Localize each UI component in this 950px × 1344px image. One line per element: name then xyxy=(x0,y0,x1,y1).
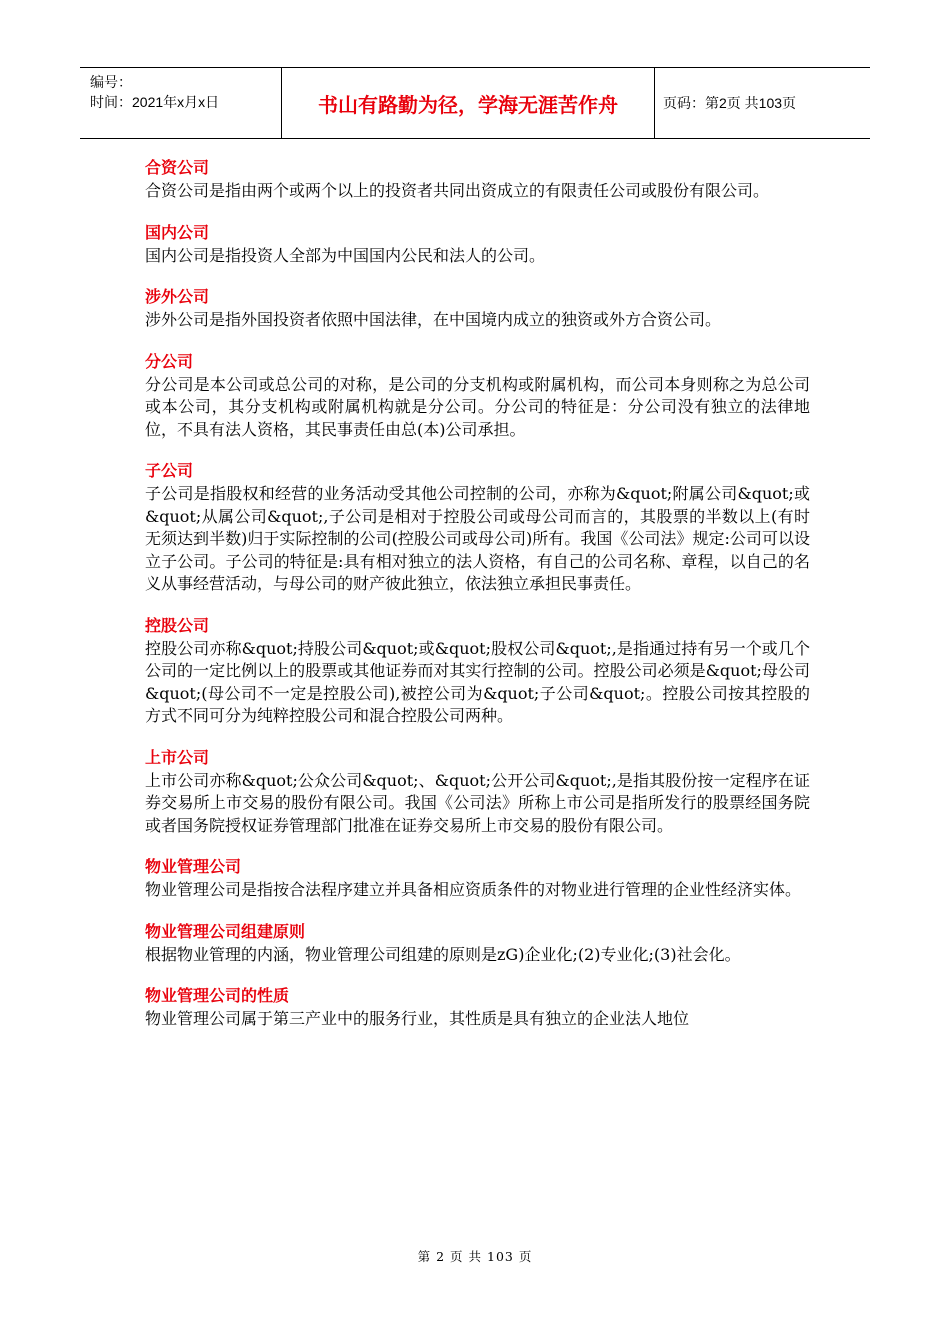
page-footer: 第 2 页 共 103 页 xyxy=(417,1249,533,1264)
section-heading: 物业管理公司组建原则 xyxy=(145,923,306,941)
section-nature xyxy=(145,986,810,1031)
section-joint-venture xyxy=(145,158,810,203)
section-text: 物业管理公司属于第三产业中的服务行业，其性质是具有独立的企业法人地位 xyxy=(145,1009,690,1028)
section-text: 上市公司亦称&quot;公众公司&quot;、&quot;公开公司&quot;,是指其股份按一定程序在证券交易所上市交易的股份有限公司。我国《公司法》所称上市公司是指所发行的股票经国务院或者国务院授权证券管理部门批准在证券交易所上市交易的股份有限公司。 xyxy=(145,770,810,835)
section-text: 子公司是指股权和经营的业务活动受其他公司控制的公司，亦称为&quot;附属公司&quot;或&quot;从属公司&quot;,子公司是相对于控股公司或母公司而言的，其股票的半数以上(有时无须达到半数)归于实际控制的公司(控股公司或母公司)所有。我国《公司法》规定:公司可以设立子公司。子公司的特征是:具有相对独立的法人资格，有自己的公司名称、章程，以自己的名义从事经营活动，与母公司的财产彼此独立，依法独立承担民事责任。 xyxy=(145,484,810,593)
section-holding-company xyxy=(145,616,810,728)
section-heading: 合资公司 xyxy=(145,160,210,177)
header-motto: 书山有路勤为径，学海无涯苦作舟 xyxy=(282,68,655,138)
section-text: 物业管理公司是指按合法程序建立并具备相应资质条件的对物业进行管理的企业性经济实体。 xyxy=(145,880,802,899)
document-body xyxy=(145,158,810,1051)
section-subsidiary xyxy=(145,461,810,596)
section-text: 涉外公司是指外国投资者依照中国法律，在中国境内成立的独资或外方合资公司。 xyxy=(145,310,722,329)
document-time-label: 时间：2021年x月x日 xyxy=(90,94,220,110)
section-branch-company xyxy=(145,352,810,442)
section-text: 控股公司亦称&quot;持股公司&quot;或&quot;股权公司&quot;,是指通过持有另一个或几个公司的一定比例以上的股票或其他证券而对其实行控制的公司。控股公司必须是&quot;母公司&quot;(母公司不一定是控股公司),被控公司为&quot;子公司&quot;。控股公司按其控股的方式不同可分为纯粹控股公司和混合控股公司两种。 xyxy=(145,638,810,725)
section-heading: 涉外公司 xyxy=(145,289,210,306)
document-number-label: 编号： xyxy=(90,74,132,90)
section-heading: 子公司 xyxy=(145,463,194,480)
section-property-management-company xyxy=(145,857,810,902)
section-foreign-related-company xyxy=(145,287,810,332)
section-text: 国内公司是指投资人全部为中国国内公民和法人的公司。 xyxy=(145,245,546,265)
section-formation-principles xyxy=(145,922,810,967)
section-heading: 上市公司 xyxy=(145,749,210,767)
section-domestic-company xyxy=(145,223,810,268)
header-page-code: 页码：第2页 共103页 xyxy=(663,95,797,111)
section-text: 合资公司是指由两个或两个以上的投资者共同出资成立的有限责任公司或股份有限公司。 xyxy=(145,181,770,200)
section-heading: 物业管理公司的性质 xyxy=(145,988,290,1005)
section-heading: 分公司 xyxy=(145,353,194,371)
section-text: 根据物业管理的内涵，物业管理公司组建的原则是zG)企业化;(2)专业化;(3)社会化。 xyxy=(145,944,741,964)
header-table xyxy=(80,67,870,139)
section-heading: 国内公司 xyxy=(145,224,210,242)
section-listed-company xyxy=(145,748,810,838)
section-heading: 物业管理公司 xyxy=(145,859,242,876)
header-meta xyxy=(80,68,282,138)
section-heading: 控股公司 xyxy=(145,617,210,635)
section-text: 分公司是本公司或总公司的对称，是公司的分支机构或附属机构，而公司本身则称之为总公司或本公司，其分支机构或附属机构就是分公司。分公司的特征是：分公司没有独立的法律地位，不具有法人资格，其民事责任由总(本)公司承担。 xyxy=(145,374,810,439)
